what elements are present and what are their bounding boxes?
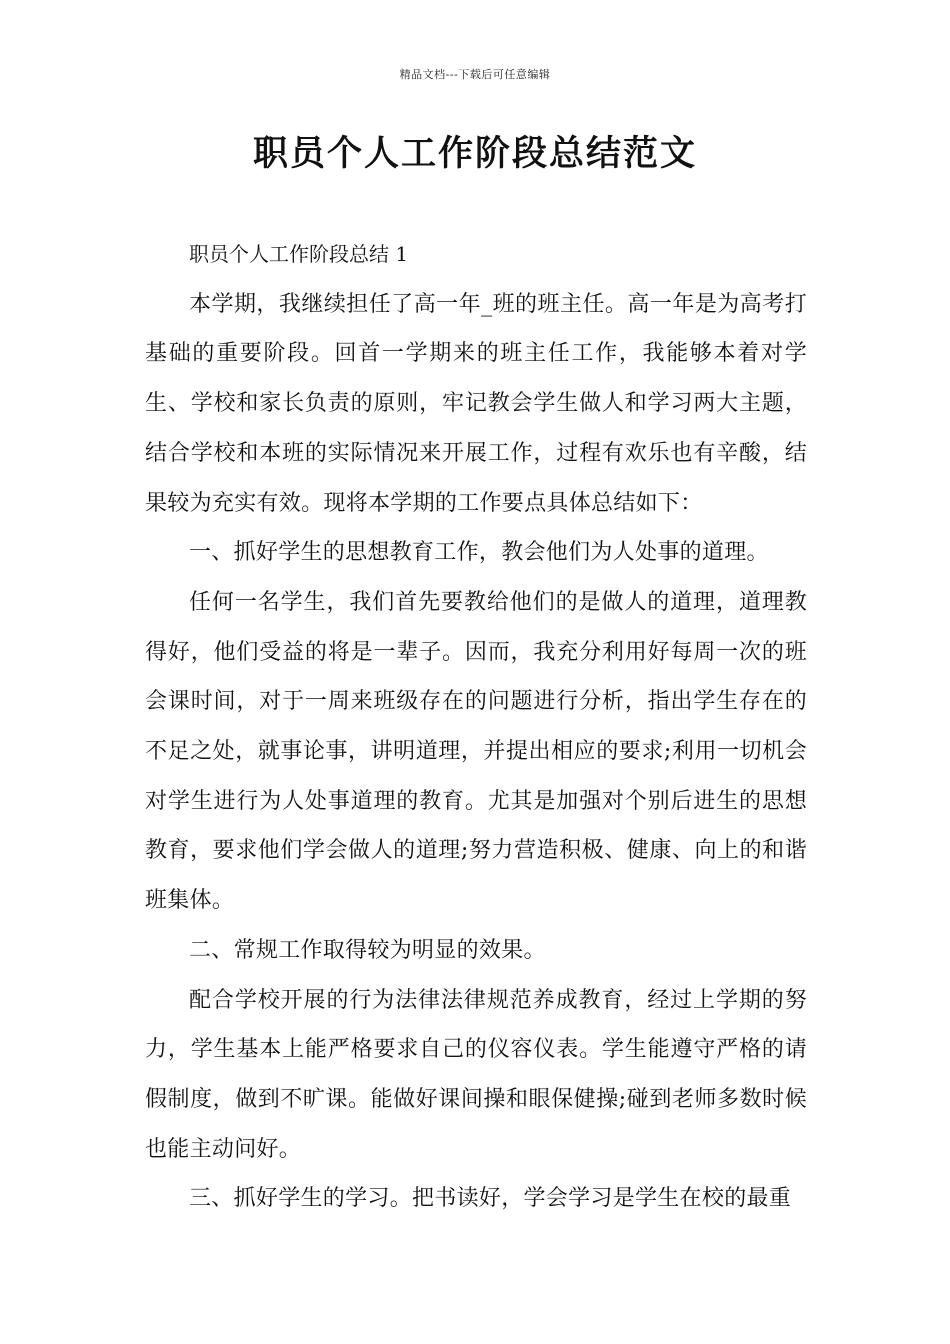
section-heading: 职员个人工作阶段总结 1 (189, 242, 409, 266)
document-body (145, 230, 807, 1224)
paragraph: 配合学校开展的行为法律法律规范养成教育，经过上学期的努力，学生基本上能严格要求自己的仪容仪表。学生能遵守严格的请假制度，做到不旷课。能做好课间操和眼保健操;碰到老师多数时候也能主动问好。 (145, 987, 807, 1162)
paragraph-heading: 二、常规工作取得较为明显的效果。 (189, 937, 546, 963)
document-title: 职员个人工作阶段总结范文 (252, 134, 697, 174)
header-note: 精品文档---下载后可任意编辑 (399, 68, 551, 81)
paragraph: 任何一名学生，我们首先要教给他们的是做人的道理，道理教得好，他们受益的将是一辈子。因而，我充分利用好每周一次的班会课时间，对于一周来班级存在的问题进行分析，指出学生存在的不足之处，就事论事，讲明道理，并提出相应的要求;利用一切机会对学生进行为人处事道理的教育。尤其是加强对个别后进生的思想教育，要求他们学会做人的道理;努力营造积极、健康、向上的和谐班集体。 (145, 589, 807, 914)
paragraph: 本学期，我继续担任了高一年_班的班主任。高一年是为高考打基础的重要阶段。回首一学期来的班主任工作，我能够本着对学生、学校和家长负责的原则，牢记教会学生做人和学习两大主题，结合学校和本班的实际情况来开展工作，过程有欢乐也有辛酸，结果较为充实有效。现将本学期的工作要点具体总结如下： (145, 291, 807, 516)
paragraph-heading: 三、抓好学生的学习。把书读好，学会学习是学生在校的最重 (189, 1186, 792, 1212)
paragraph-heading: 一、抓好学生的思想教育工作，教会他们为人处事的道理。 (189, 540, 769, 566)
